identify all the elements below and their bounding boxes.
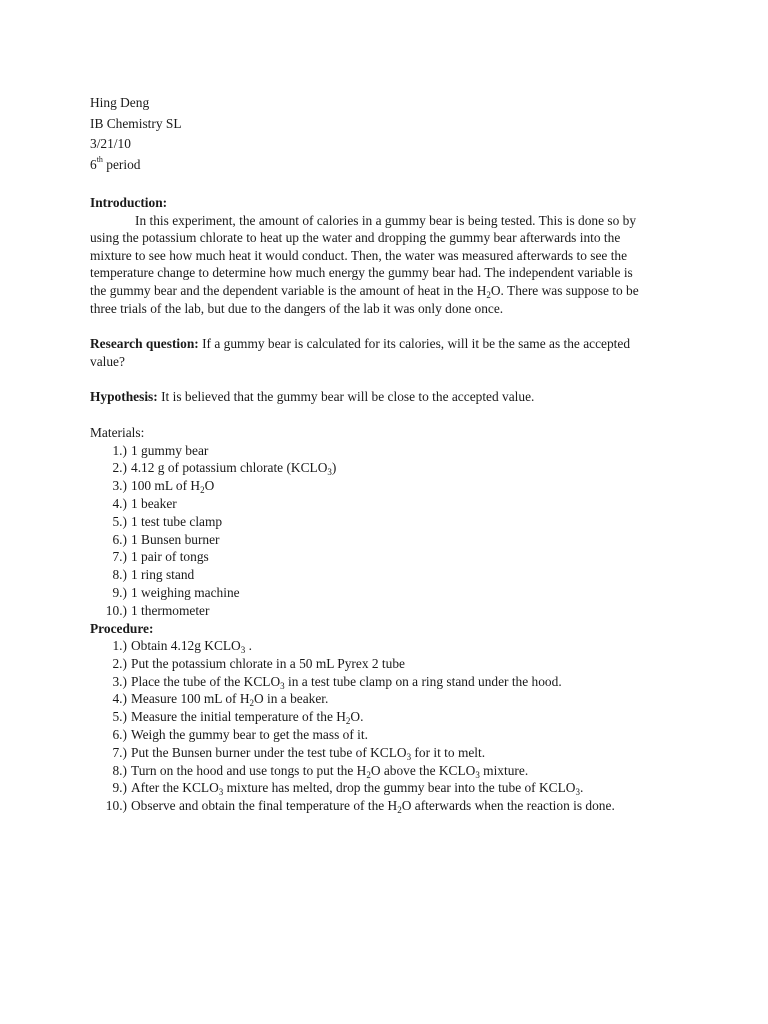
step-text-tail: for it to melt. [411,744,486,760]
step-subscript: 2 [345,716,351,727]
step-text-mid: O above the KCLO [370,762,476,778]
header-block [90,93,650,175]
materials-list [90,442,650,620]
item-text-tail: ) [331,460,337,476]
list-item [90,477,650,495]
list-item [90,584,650,602]
step-text: Weigh the gummy bear to get the mass of it. [131,727,368,743]
item-number: 6.) [112,531,127,547]
item-text: 1 ring stand [131,567,195,583]
item-number: 2.) [112,460,127,476]
date: 3/21/10 [90,136,131,151]
step-text: Place the tube of the KCLO [131,673,281,689]
period-word: period [106,156,141,172]
research-question-text: If a gummy bear is calculated for its calories, will it be the same as the accepted value? [90,336,631,369]
list-item [90,459,650,477]
list-item [90,797,650,815]
step-subscript: 3 [280,680,285,691]
list-item [90,566,650,584]
step-text-tail: O. [350,709,364,725]
list-item [90,442,650,460]
step-number: 10.) [105,798,127,814]
item-number: 9.) [112,584,127,600]
step-subscript: 2 [249,698,255,709]
step-text: Measure the initial temperature of the H [131,709,346,725]
list-item [90,673,650,691]
step-number: 5.) [112,709,127,725]
item-text: 1 beaker [131,495,177,511]
list-item [90,602,650,620]
step-number: 2.) [112,655,127,671]
hypothesis [90,388,650,406]
step-subscript: 3 [575,787,580,798]
list-item [90,708,650,726]
item-number: 10.) [105,602,127,618]
step-text: Measure 100 mL of H [131,691,250,707]
step-number: 6.) [112,727,127,743]
introduction-text-tail: O. There was suppose to be three trials of the lab, but due to the dangers of the lab it was only done once. [90,282,639,316]
step-subscript: 3 [475,769,480,780]
item-number: 1.) [112,442,127,458]
step-subscript: 3 [240,645,246,656]
list-item [90,531,650,549]
step-subscript: 3 [406,751,412,762]
hypothesis-label: Hypothesis: [90,389,158,405]
hypothesis-text: It is believed that the gummy bear will be close to the accepted value. [157,389,535,405]
step-subscript: 3 [218,787,224,798]
period [90,155,650,176]
introduction-paragraph [90,212,650,318]
step-text-tail: O afterwards when the reaction is done. [401,798,615,814]
list-item [90,690,650,708]
item-text: 4.12 g of potassium chlorate (KCLO [131,460,328,476]
step-text: Put the potassium chlorate in a 50 mL Pyrex 2 tube [131,655,405,671]
list-item [90,513,650,531]
list-item [90,762,650,780]
introduction-text: In this experiment, the amount of calories in a gummy bear is being tested. This is done so by using the potassium chlorate to heat up the water and dropping the gummy bear afterwards into the mixture to see how much heat it would conduct. Then, the water was measured afterwards to see the temperature change to determine how much energy the gummy bear had. The independent variable is the gummy bear and the dependent variable is the amount of heat in the H [90,212,637,298]
introduction-section [90,194,650,317]
item-text: 100 mL of H [131,478,201,494]
research-question [90,335,650,370]
item-number: 7.) [112,549,127,565]
step-text-tail: O in a beaker. [254,691,329,707]
document-page [90,93,650,815]
item-text: 1 thermometer [131,602,210,618]
materials-title: Materials: [90,424,145,440]
step-text-tail: . [579,780,584,796]
list-item [90,744,650,762]
step-subscript: 2 [366,769,371,780]
item-number: 5.) [112,513,127,529]
step-text: Observe and obtain the final temperature of the H [131,798,398,814]
period-ordinal: th [96,155,103,165]
introduction-title: Introduction: [90,195,168,210]
step-number: 8.) [112,762,127,778]
item-number: 4.) [112,495,127,511]
introduction-subscript: 2 [486,289,491,300]
course-name: IB Chemistry SL [90,115,182,131]
author-name: Hing Deng [90,95,150,110]
item-number: 8.) [112,567,127,583]
list-item [90,655,650,673]
step-number: 9.) [112,780,127,796]
list-item [90,548,650,566]
item-text: 1 weighing machine [131,584,240,600]
materials-section [90,424,650,620]
procedure-list [90,637,650,815]
list-item [90,637,650,655]
step-text-tail: in a test tube clamp on a ring stand under the hood. [284,673,562,689]
item-text-tail: O [204,478,215,494]
procedure-title: Procedure: [90,620,154,636]
step-number: 4.) [112,691,127,707]
period-number: 6 [90,156,97,172]
item-text: 1 test tube clamp [131,513,223,529]
step-text-mid: mixture has melted, drop the gummy bear into the tube of KCLO [223,780,576,796]
list-item [90,726,650,744]
step-text: After the KCLO [131,780,219,796]
step-text: Put the Bunsen burner under the test tube of KCLO [131,744,407,760]
step-text: Obtain 4.12g KCLO [131,638,241,654]
step-number: 7.) [112,744,127,760]
step-text-tail: . [245,638,252,654]
list-item [90,495,650,513]
list-item [90,779,650,797]
step-subscript: 2 [397,805,402,816]
step-text: Turn on the hood and use tongs to put the H [131,762,367,778]
step-number: 1.) [112,638,127,654]
step-text-tail: mixture. [479,762,529,778]
research-question-label: Research question: [90,336,199,352]
item-subscript: 2 [200,485,205,496]
item-number: 3.) [112,478,127,494]
item-subscript: 3 [327,467,332,478]
step-number: 3.) [112,673,127,689]
procedure-section [90,620,650,816]
item-text: 1 pair of tongs [131,549,209,565]
item-text: 1 Bunsen burner [131,531,220,547]
item-text: 1 gummy bear [131,442,209,458]
